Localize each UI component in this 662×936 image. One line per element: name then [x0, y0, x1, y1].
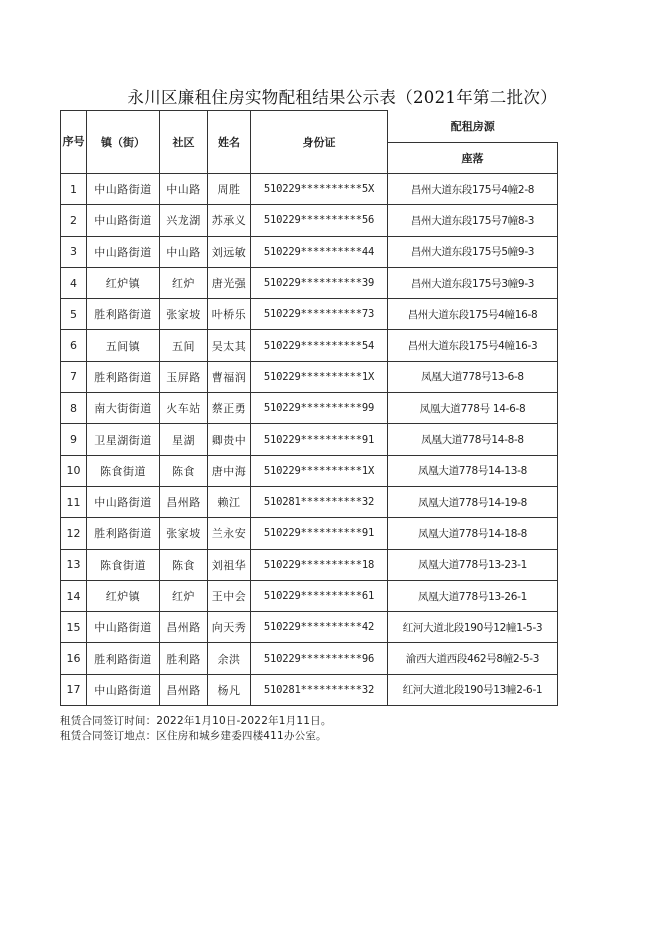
row-town: 卫星湖街道 [87, 424, 160, 455]
row-community: 星湖 [160, 424, 208, 455]
header-location: 座落 [388, 143, 558, 174]
row-name: 苏承义 [208, 205, 251, 236]
row-community: 玉屏路 [160, 361, 208, 392]
table-row [61, 424, 558, 455]
row-seq: 12 [61, 518, 87, 549]
row-id-card: 510229**********73 [251, 299, 388, 330]
row-seq: 3 [61, 236, 87, 267]
row-id-card: 510229**********96 [251, 643, 388, 674]
row-location: 凤凰大道778号14-13-8 [388, 455, 558, 486]
row-town: 胜利路街道 [87, 518, 160, 549]
row-seq: 16 [61, 643, 87, 674]
table-row [61, 549, 558, 580]
signing-place-note: 租赁合同签订地点：区住房和城乡建委四楼411办公室。 [60, 730, 327, 742]
table-row [61, 674, 558, 705]
table-row [61, 330, 558, 361]
row-community: 昌州路 [160, 612, 208, 643]
row-id-card: 510229**********1X [251, 455, 388, 486]
row-location: 凤凰大道778号14-19-8 [388, 486, 558, 517]
row-seq: 4 [61, 267, 87, 298]
row-town: 中山路街道 [87, 205, 160, 236]
row-location: 渝西大道西段462号8幢2-5-3 [388, 643, 558, 674]
row-seq: 14 [61, 580, 87, 611]
row-seq: 6 [61, 330, 87, 361]
row-community: 张家坡 [160, 299, 208, 330]
row-name: 杨凡 [208, 674, 251, 705]
row-location: 凤凰大道778号14-8-8 [388, 424, 558, 455]
row-town: 胜利路街道 [87, 643, 160, 674]
row-id-card: 510229**********56 [251, 205, 388, 236]
row-name: 曹福润 [208, 361, 251, 392]
row-location: 凤凰大道778号13-6-8 [388, 361, 558, 392]
row-location: 凤凰大道778号 14-6-8 [388, 393, 558, 424]
row-community: 红炉 [160, 580, 208, 611]
header-town: 镇（街） [87, 111, 160, 174]
row-name: 刘远敏 [208, 236, 251, 267]
table-row [61, 361, 558, 392]
row-name: 刘祖华 [208, 549, 251, 580]
row-seq: 7 [61, 361, 87, 392]
table-row [61, 643, 558, 674]
row-location: 红河大道北段190号13幢2-6-1 [388, 674, 558, 705]
row-id-card: 510229**********91 [251, 518, 388, 549]
row-community: 昌州路 [160, 674, 208, 705]
table-row [61, 518, 558, 549]
row-community: 兴龙湖 [160, 205, 208, 236]
row-town: 中山路街道 [87, 674, 160, 705]
header-community: 社区 [160, 111, 208, 174]
header-rental-source: 配租房源 [388, 111, 558, 143]
row-id-card: 510229**********5X [251, 174, 388, 205]
row-name: 唐光强 [208, 267, 251, 298]
row-id-card: 510281**********32 [251, 486, 388, 517]
row-name: 吴太其 [208, 330, 251, 361]
row-location: 昌州大道东段175号7幢8-3 [388, 205, 558, 236]
row-seq: 5 [61, 299, 87, 330]
row-location: 昌州大道东段175号4幢16-8 [388, 299, 558, 330]
row-community: 火车站 [160, 393, 208, 424]
row-id-card: 510229**********39 [251, 267, 388, 298]
table-row [61, 267, 558, 298]
row-seq: 1 [61, 174, 87, 205]
table-row [61, 455, 558, 486]
table-row [61, 580, 558, 611]
row-town: 中山路街道 [87, 612, 160, 643]
row-id-card: 510229**********91 [251, 424, 388, 455]
row-community: 中山路 [160, 174, 208, 205]
row-location: 红河大道北段190号12幢1-5-3 [388, 612, 558, 643]
row-location: 昌州大道东段175号5幢9-3 [388, 236, 558, 267]
table-row [61, 612, 558, 643]
row-community: 五间 [160, 330, 208, 361]
row-id-card: 510229**********18 [251, 549, 388, 580]
row-town: 南大街街道 [87, 393, 160, 424]
row-name: 蔡正勇 [208, 393, 251, 424]
row-name: 兰永安 [208, 518, 251, 549]
row-seq: 15 [61, 612, 87, 643]
header-seq: 序号 [61, 111, 87, 174]
row-name: 唐中海 [208, 455, 251, 486]
row-id-card: 510281**********32 [251, 674, 388, 705]
row-name: 余洪 [208, 643, 251, 674]
row-name: 卿贵中 [208, 424, 251, 455]
allocation-table [60, 110, 558, 706]
row-id-card: 510229**********54 [251, 330, 388, 361]
row-town: 胜利路街道 [87, 361, 160, 392]
row-id-card: 510229**********44 [251, 236, 388, 267]
row-name: 周胜 [208, 174, 251, 205]
row-community: 张家坡 [160, 518, 208, 549]
row-seq: 10 [61, 455, 87, 486]
row-town: 陈食街道 [87, 549, 160, 580]
table-row [61, 486, 558, 517]
row-name: 向天秀 [208, 612, 251, 643]
row-seq: 9 [61, 424, 87, 455]
row-name: 王中会 [208, 580, 251, 611]
row-community: 陈食 [160, 549, 208, 580]
row-town: 红炉镇 [87, 580, 160, 611]
table-row [61, 393, 558, 424]
row-location: 凤凰大道778号13-26-1 [388, 580, 558, 611]
row-town: 胜利路街道 [87, 299, 160, 330]
row-town: 中山路街道 [87, 236, 160, 267]
signing-time-note: 租赁合同签订时间：2022年1月10日-2022年1月11日。 [60, 715, 332, 727]
row-seq: 11 [61, 486, 87, 517]
row-community: 胜利路 [160, 643, 208, 674]
notes [60, 714, 332, 744]
table-row [61, 299, 558, 330]
row-seq: 8 [61, 393, 87, 424]
row-location: 昌州大道东段175号4幢2-8 [388, 174, 558, 205]
row-location: 昌州大道东段175号3幢9-3 [388, 267, 558, 298]
row-seq: 13 [61, 549, 87, 580]
row-id-card: 510229**********1X [251, 361, 388, 392]
header-id-card: 身份证 [251, 111, 388, 174]
row-name: 叶桥乐 [208, 299, 251, 330]
row-location: 凤凰大道778号14-18-8 [388, 518, 558, 549]
row-town: 中山路街道 [87, 174, 160, 205]
row-location: 凤凰大道778号13-23-1 [388, 549, 558, 580]
table-row [61, 174, 558, 205]
header-name: 姓名 [208, 111, 251, 174]
row-name: 赖江 [208, 486, 251, 517]
row-location: 昌州大道东段175号4幢16-3 [388, 330, 558, 361]
row-seq: 2 [61, 205, 87, 236]
row-community: 昌州路 [160, 486, 208, 517]
row-town: 中山路街道 [87, 486, 160, 517]
table-row [61, 236, 558, 267]
row-id-card: 510229**********42 [251, 612, 388, 643]
row-id-card: 510229**********99 [251, 393, 388, 424]
row-id-card: 510229**********61 [251, 580, 388, 611]
row-town: 陈食街道 [87, 455, 160, 486]
row-community: 红炉 [160, 267, 208, 298]
row-town: 红炉镇 [87, 267, 160, 298]
row-community: 陈食 [160, 455, 208, 486]
row-seq: 17 [61, 674, 87, 705]
row-town: 五间镇 [87, 330, 160, 361]
table-row [61, 205, 558, 236]
page-title: 永川区廉租住房实物配租结果公示表（2021年第二批次） [127, 88, 557, 107]
row-community: 中山路 [160, 236, 208, 267]
